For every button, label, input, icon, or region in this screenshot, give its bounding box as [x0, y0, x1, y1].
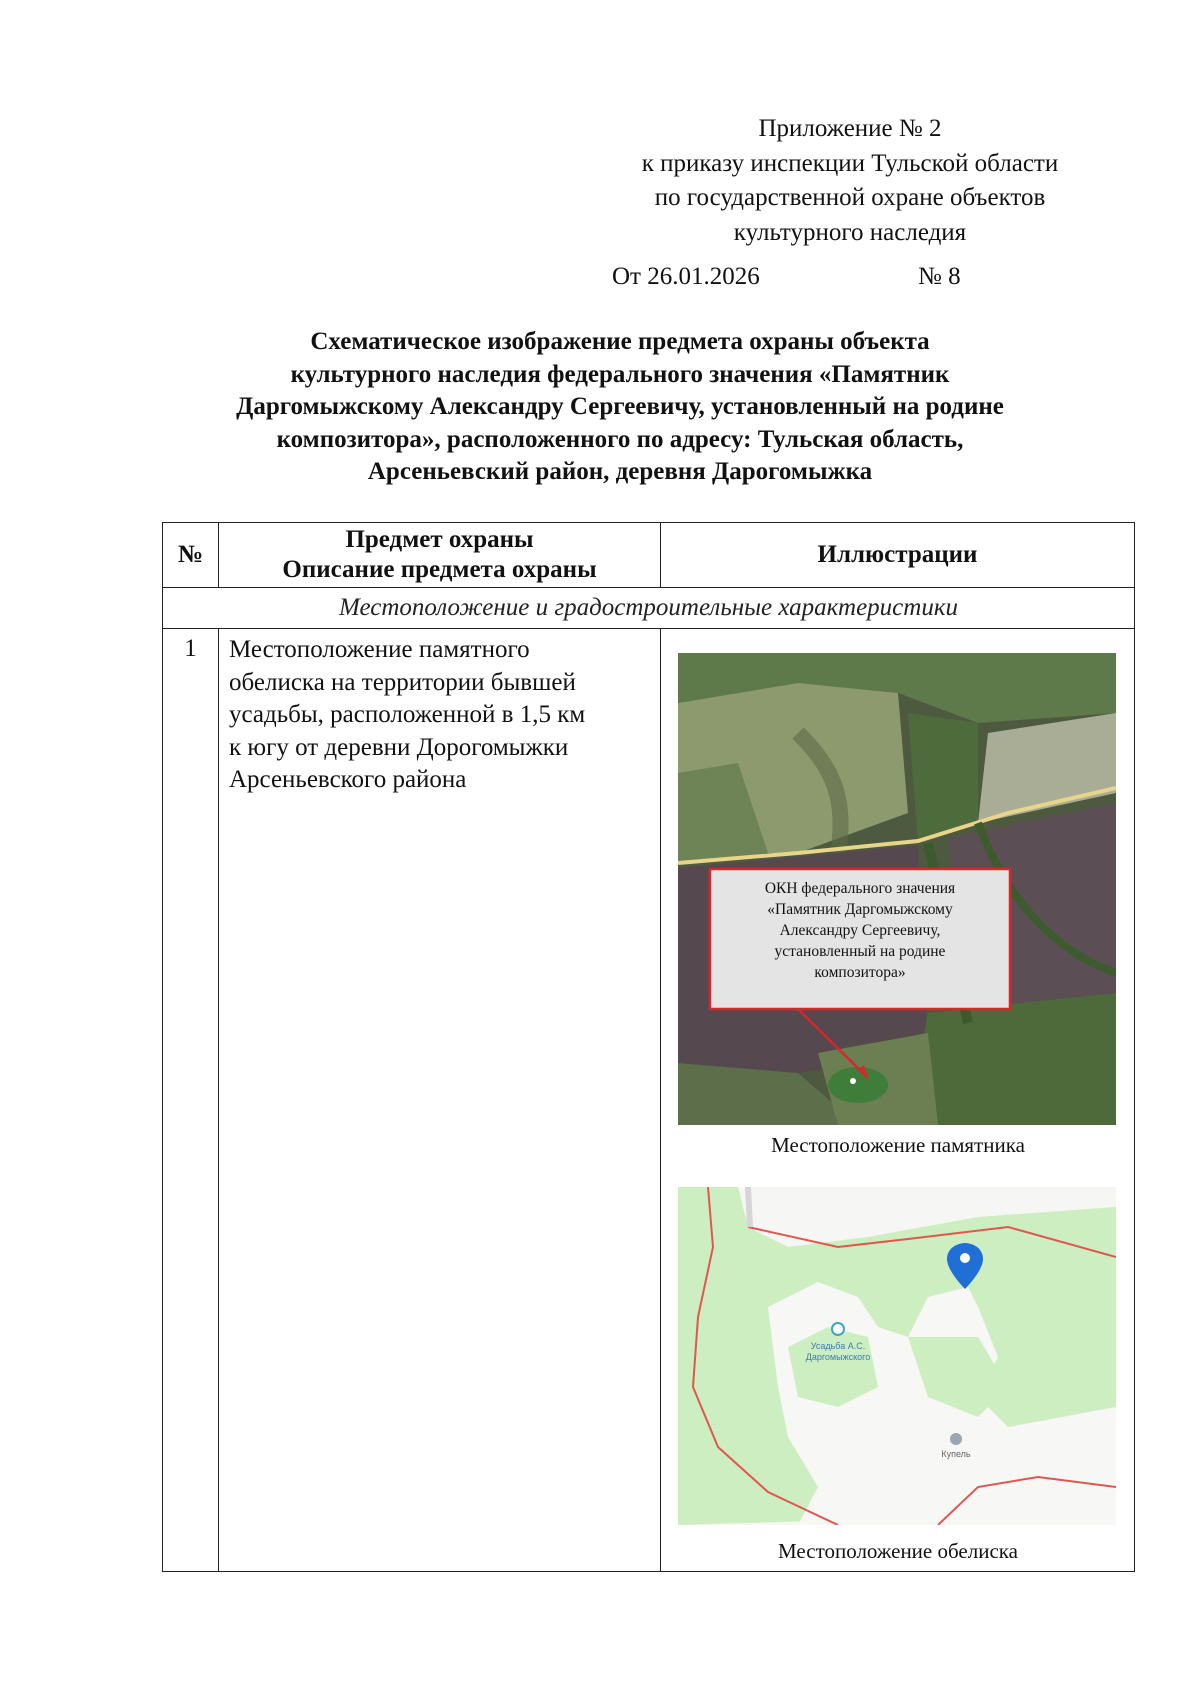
row-illustrations: [661, 629, 1135, 1572]
caption-obelisk-location: Местоположение обелиска: [778, 1539, 1018, 1563]
map-label-estate-2: Даргомыжского: [805, 1352, 871, 1362]
order-date: От 26.01.2026: [612, 263, 760, 290]
appendix-line-2: к приказу инспекции Тульской области: [641, 149, 1059, 177]
section-title: Местоположение и градостроительные характеристики: [163, 588, 1135, 629]
appendix-header: [590, 112, 1110, 250]
appendix-line-4: культурного наследия: [733, 218, 967, 246]
order-number: № 8: [918, 263, 961, 290]
table-row: [163, 629, 1135, 1572]
row-number: 1: [163, 629, 219, 1572]
callout-line-5: композитора»: [814, 964, 906, 981]
section-row: [163, 588, 1135, 629]
illustrations-wrap: [661, 629, 1135, 1571]
document-title: [160, 326, 1080, 489]
header-subject-line-2: Описание предмета охраны: [282, 556, 597, 583]
title-line-2: культурного наследия федерального значения «Памятник: [290, 360, 950, 388]
caption-monument-location: Местоположение памятника: [771, 1133, 1025, 1157]
order-date-number: [612, 263, 972, 291]
appendix-line-1: Приложение № 2: [758, 115, 942, 142]
appendix-line-3: по государственной охране объектов: [654, 184, 1046, 211]
estate-marker-icon: [850, 1078, 856, 1084]
map-label-font: Купель: [941, 1449, 971, 1459]
header-subject-line-1: Предмет охраны: [345, 526, 534, 553]
font-poi-icon: [950, 1433, 962, 1445]
desc-line-4: к югу от деревни Дорогомыжки: [229, 733, 569, 761]
title-line-4: композитора», расположенного по адресу: Тульская область,: [276, 425, 964, 453]
desc-line-5: Арсеньевского района: [229, 766, 467, 793]
map-label-estate-1: Усадьба А.С.: [810, 1341, 866, 1351]
header-illustrations: Иллюстрации: [661, 523, 1135, 588]
row-description: [219, 629, 661, 1572]
callout-line-4: установленный на родине: [774, 943, 946, 960]
desc-line-3: усадьбы, расположенной в 1,5 км: [229, 701, 586, 728]
protection-subject-table: [162, 522, 1135, 1572]
desc-line-1: Местоположение памятного: [229, 636, 530, 663]
title-line-5: Арсеньевский район, деревня Дарогомыжка: [367, 458, 873, 485]
callout-line-2: «Памятник Даргомыжскому: [767, 901, 953, 918]
estate-poi-icon: [832, 1323, 844, 1335]
table-header-row: [163, 523, 1135, 588]
callout-line-1: ОКН федерального значения: [764, 880, 956, 897]
title-line-1: Схематическое изображение предмета охраны объекта: [310, 328, 930, 355]
header-subject: [219, 523, 661, 588]
desc-line-2: обелиска на территории бывшей: [229, 668, 576, 696]
title-line-3: Даргомыжскому Александру Сергеевичу, установленный на родине: [236, 393, 1004, 420]
header-number: №: [163, 523, 219, 588]
satellite-image: [678, 653, 1116, 1125]
callout-line-3: Александру Сергеевичу,: [779, 922, 941, 939]
map-image: [678, 1187, 1116, 1525]
